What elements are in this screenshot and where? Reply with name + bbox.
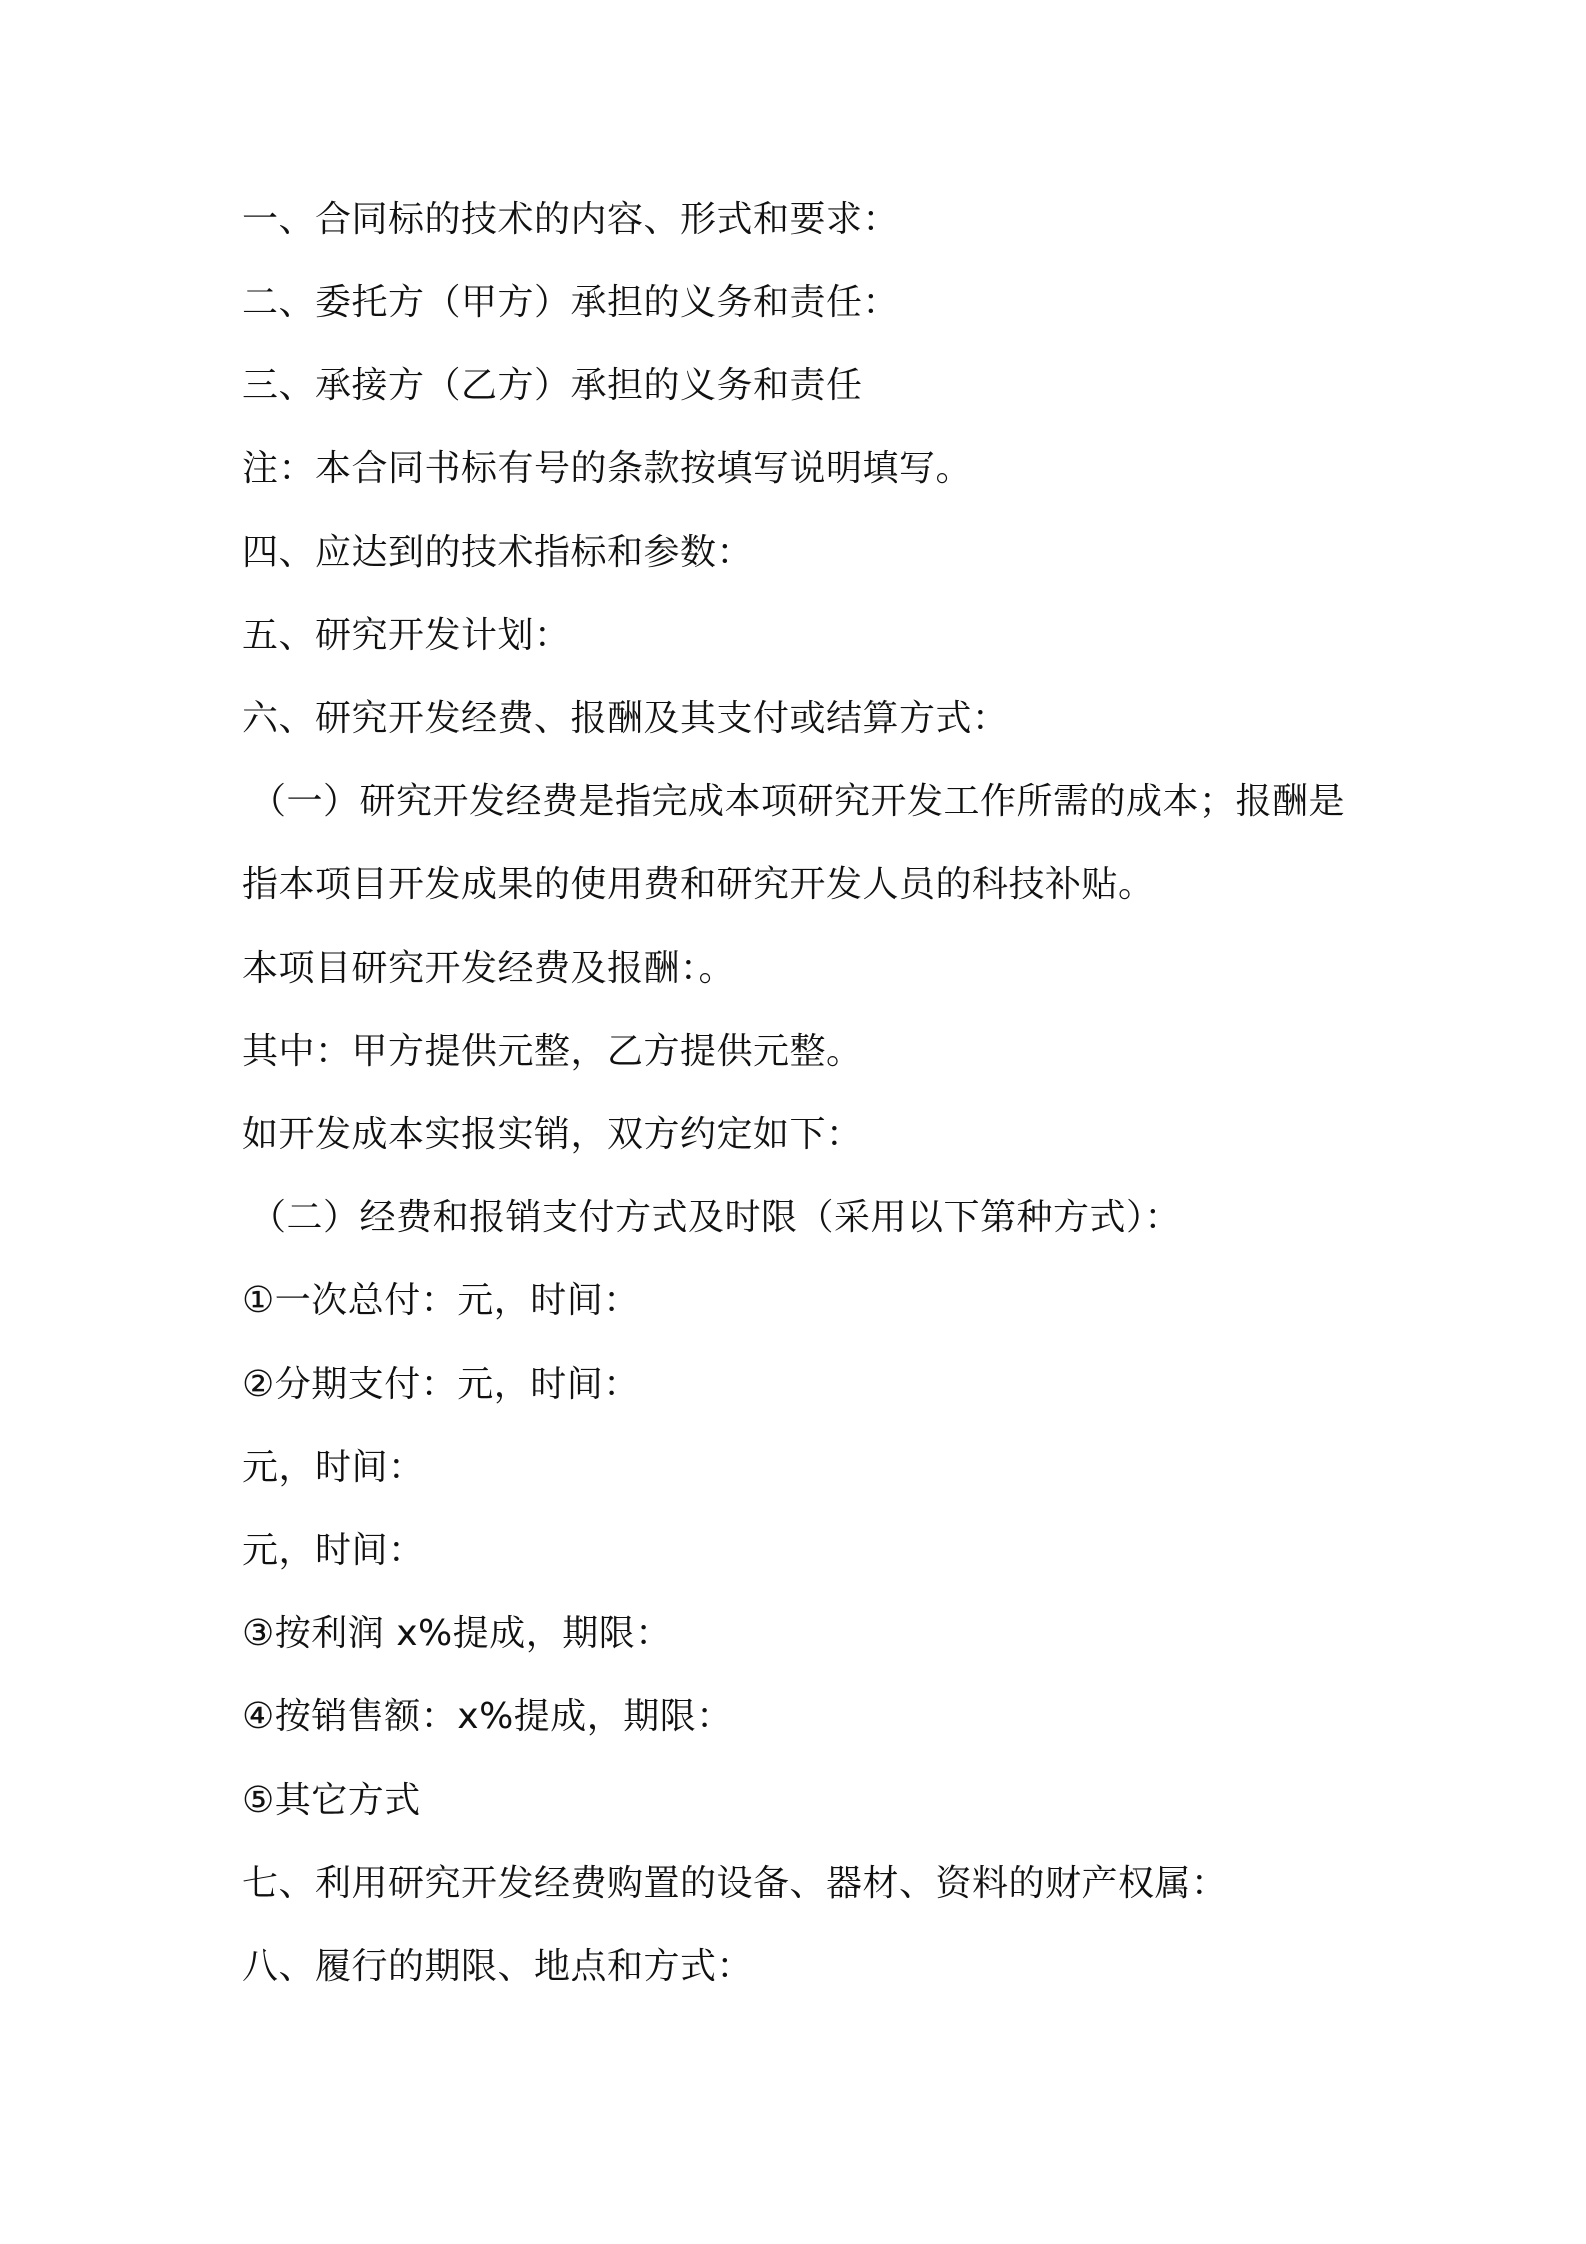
funding-line: 本项目研究开发经费及报酬：。 bbox=[242, 948, 736, 989]
cost-agreement-line: 如开发成本实报实销，双方约定如下： bbox=[242, 1114, 863, 1155]
clause-4-heading: 四、应达到的技术指标和参数： bbox=[242, 532, 754, 573]
note-line: 注：本合同书标有号的条款按填写说明填写。 bbox=[242, 448, 973, 489]
clause-2-heading: 二、委托方（甲方）承担的义务和责任： bbox=[242, 282, 900, 323]
clause-1-heading: 一、合同标的技术的内容、形式和要求： bbox=[242, 199, 900, 240]
sub-clause-6-1-line-1: （一）研究开发经费是指完成本项研究开发工作所需的成本；报酬是 bbox=[250, 781, 1346, 822]
clause-3-heading: 三、承接方（乙方）承担的义务和责任 bbox=[242, 365, 863, 406]
payment-option-4: ④按销售额：x%提成，期限： bbox=[242, 1696, 733, 1737]
funding-split-line: 其中：甲方提供元整，乙方提供元整。 bbox=[242, 1031, 863, 1072]
sub-clause-6-2-heading: （二）经费和报销支付方式及时限（采用以下第种方式）： bbox=[250, 1197, 1182, 1238]
installment-line-1: 元，时间： bbox=[242, 1447, 425, 1488]
clause-5-heading: 五、研究开发计划： bbox=[242, 615, 571, 656]
payment-option-2: ②分期支付：元，时间： bbox=[242, 1364, 640, 1405]
clause-7-heading: 七、利用研究开发经费购置的设备、器材、资料的财产权属： bbox=[242, 1863, 1228, 1904]
payment-option-3: ③按利润 x%提成，期限： bbox=[242, 1613, 672, 1654]
payment-option-5: ⑤其它方式 bbox=[242, 1780, 421, 1821]
installment-line-2: 元，时间： bbox=[242, 1530, 425, 1571]
clause-8-heading: 八、履行的期限、地点和方式： bbox=[242, 1946, 754, 1987]
sub-clause-6-1-line-2: 指本项目开发成果的使用费和研究开发人员的科技补贴。 bbox=[242, 864, 1155, 905]
clause-6-heading: 六、研究开发经费、报酬及其支付或结算方式： bbox=[242, 698, 1009, 739]
payment-option-1: ①一次总付：元，时间： bbox=[242, 1280, 640, 1321]
